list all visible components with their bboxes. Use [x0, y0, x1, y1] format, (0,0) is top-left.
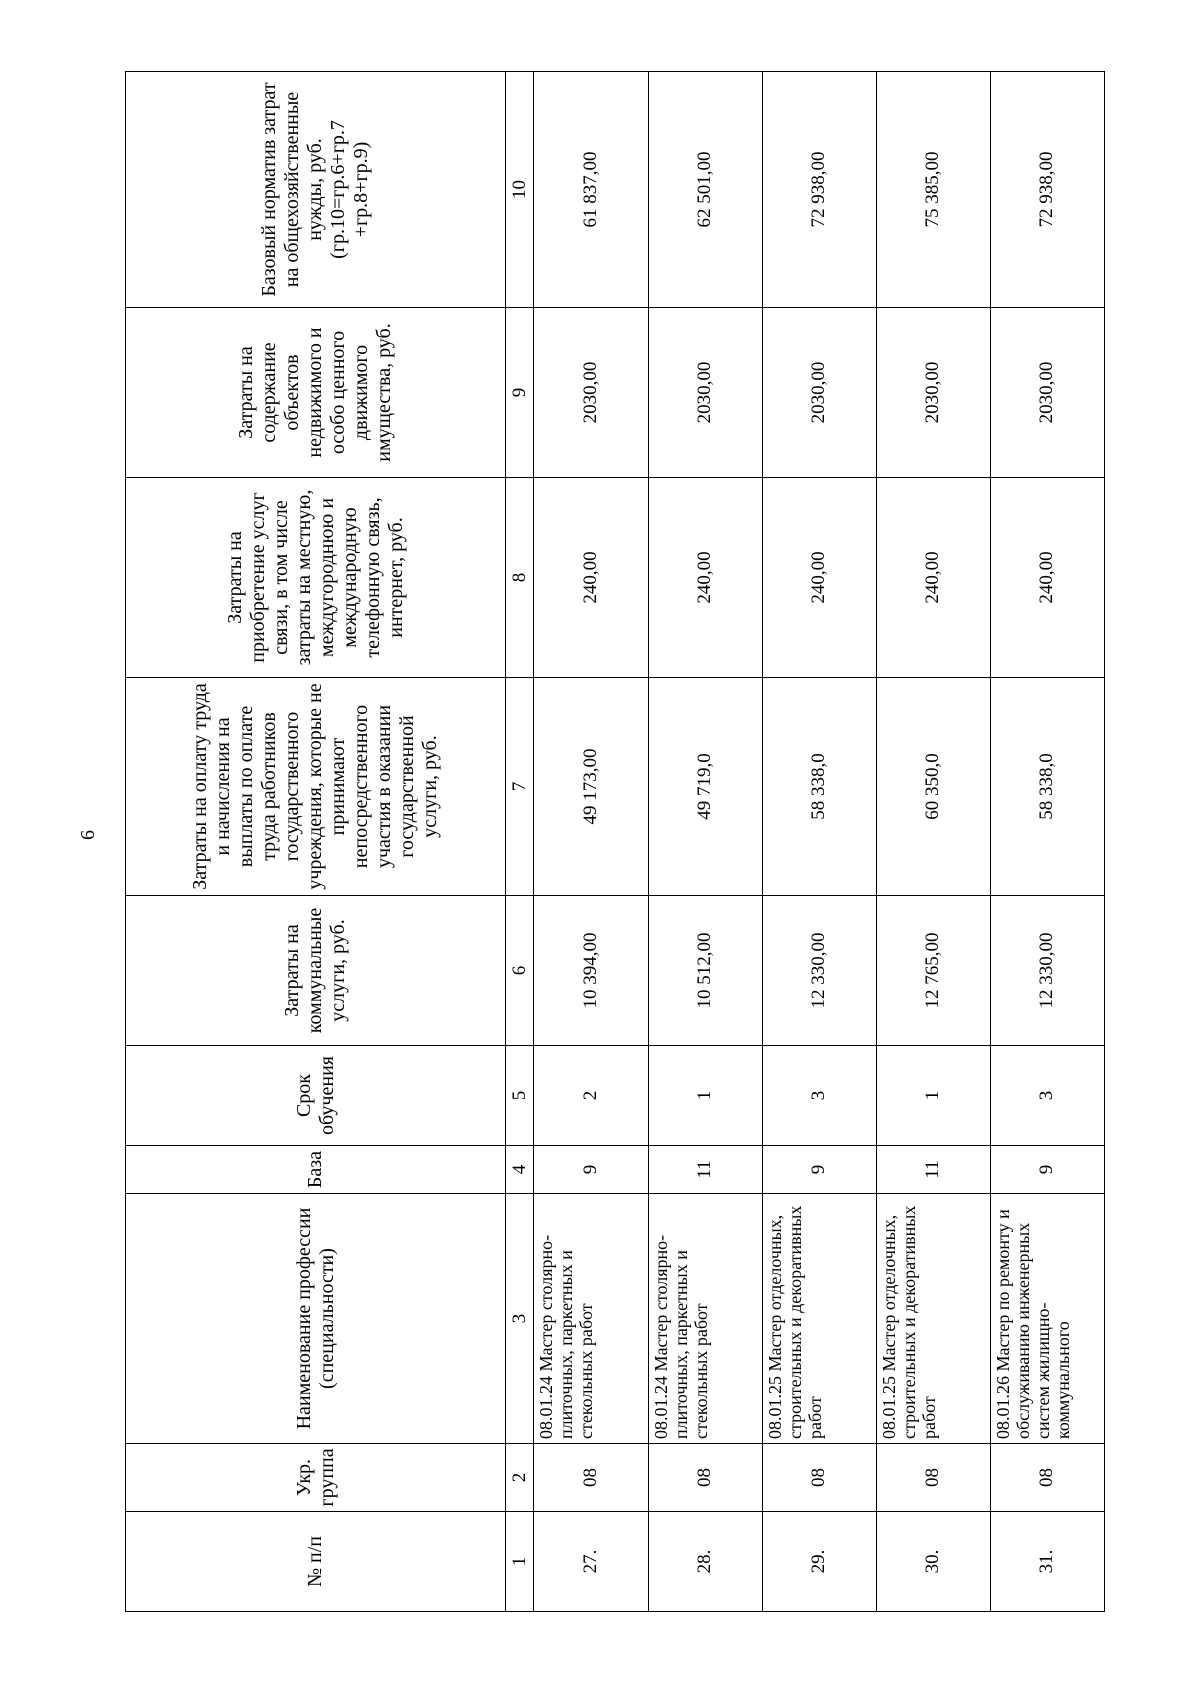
row-index: 30.	[876, 1512, 990, 1612]
group-code: 08	[762, 1444, 876, 1512]
labor-costs: 58 338,0	[762, 678, 876, 896]
header-cell-3: Наименование профессии (специальности)	[126, 1194, 506, 1444]
group-code: 08	[648, 1444, 762, 1512]
property-costs: 2030,00	[534, 308, 648, 478]
base: 9	[990, 1146, 1104, 1194]
base-norm-total: 61 837,00	[534, 72, 648, 308]
communication-costs: 240,00	[534, 478, 648, 678]
utility-costs: 12 765,00	[876, 896, 990, 1046]
communication-costs: 240,00	[876, 478, 990, 678]
profession-name: 08.01.25 Мастер отделочных, строительных и декоративных работ	[762, 1194, 876, 1444]
column-number: 3	[506, 1194, 534, 1444]
labor-costs: 49 719,0	[648, 678, 762, 896]
study-term: 1	[648, 1046, 762, 1146]
header-cell-9: Затраты на содержание объектов недвижимого и особо ценного движимого имущества, руб.	[126, 308, 506, 478]
column-number: 5	[506, 1046, 534, 1146]
base: 9	[534, 1146, 648, 1194]
row-index: 27.	[534, 1512, 648, 1612]
table-row	[762, 72, 876, 1612]
header-cell-2: Укр. группа	[126, 1444, 506, 1512]
property-costs: 2030,00	[762, 308, 876, 478]
base-norm-total: 72 938,00	[990, 72, 1104, 308]
header-row	[126, 72, 506, 1612]
table-row	[648, 72, 762, 1612]
base-norm-total: 72 938,00	[762, 72, 876, 308]
header-cell-1: № п/п	[126, 1512, 506, 1612]
column-number: 8	[506, 478, 534, 678]
column-number: 9	[506, 308, 534, 478]
row-index: 29.	[762, 1512, 876, 1612]
utility-costs: 12 330,00	[990, 896, 1104, 1046]
labor-costs: 49 173,00	[534, 678, 648, 896]
property-costs: 2030,00	[990, 308, 1104, 478]
profession-name: 08.01.26 Мастер по ремонту и обслуживанию инженерных систем жилищно-коммунального	[990, 1194, 1104, 1444]
profession-name: 08.01.24 Мастер столярно-плиточных, паркетных и стекольных работ	[648, 1194, 762, 1444]
communication-costs: 240,00	[648, 478, 762, 678]
column-number: 4	[506, 1146, 534, 1194]
table-row	[876, 72, 990, 1612]
header-cell-6: Затраты на коммунальные услуги, руб.	[126, 896, 506, 1046]
base: 11	[648, 1146, 762, 1194]
study-term: 2	[534, 1046, 648, 1146]
communication-costs: 240,00	[990, 478, 1104, 678]
row-index: 31.	[990, 1512, 1104, 1612]
page-number: 6	[77, 830, 99, 840]
column-number-row	[506, 72, 534, 1612]
labor-costs: 60 350,0	[876, 678, 990, 896]
group-code: 08	[876, 1444, 990, 1512]
base: 9	[762, 1146, 876, 1194]
utility-costs: 10 512,00	[648, 896, 762, 1046]
profession-name: 08.01.24 Мастер столярно-плиточных, паркетных и стекольных работ	[534, 1194, 648, 1444]
profession-name: 08.01.25 Мастер отделочных, строительных и декоративных работ	[876, 1194, 990, 1444]
group-code: 08	[990, 1444, 1104, 1512]
header-cell-4: База	[126, 1146, 506, 1194]
property-costs: 2030,00	[876, 308, 990, 478]
column-number: 10	[506, 72, 534, 308]
table-row	[990, 72, 1104, 1612]
communication-costs: 240,00	[762, 478, 876, 678]
base-norm-total: 62 501,00	[648, 72, 762, 308]
study-term: 3	[990, 1046, 1104, 1146]
study-term: 3	[762, 1046, 876, 1146]
base-norm-total: 75 385,00	[876, 72, 990, 308]
labor-costs: 58 338,0	[990, 678, 1104, 896]
header-cell-5: Срок обучения	[126, 1046, 506, 1146]
column-number: 6	[506, 896, 534, 1046]
header-cell-7: Затраты на оплату труда и начисления на выплаты по оплате труда работников государственного учреждения, которые не принимают непосредственного участия в оказании государственной услуги, руб.	[126, 678, 506, 896]
cost-norms-table	[125, 71, 1105, 1612]
header-cell-8: Затраты на приобретение услуг связи, в том числе затраты на местную, междугороднюю и международную телефонную связь, интернет, руб.	[126, 478, 506, 678]
rotated-table-container	[125, 72, 1105, 1612]
column-number: 1	[506, 1512, 534, 1612]
row-index: 28.	[648, 1512, 762, 1612]
group-code: 08	[534, 1444, 648, 1512]
column-number: 7	[506, 678, 534, 896]
property-costs: 2030,00	[648, 308, 762, 478]
table-row	[534, 72, 648, 1612]
utility-costs: 12 330,00	[762, 896, 876, 1046]
study-term: 1	[876, 1046, 990, 1146]
base: 11	[876, 1146, 990, 1194]
utility-costs: 10 394,00	[534, 896, 648, 1046]
header-cell-10: Базовый норматив затрат на общехозяйственные нужды, руб. (гр.10=гр.6+гр.7 +гр.8+гр.9)	[126, 72, 506, 308]
column-number: 2	[506, 1444, 534, 1512]
